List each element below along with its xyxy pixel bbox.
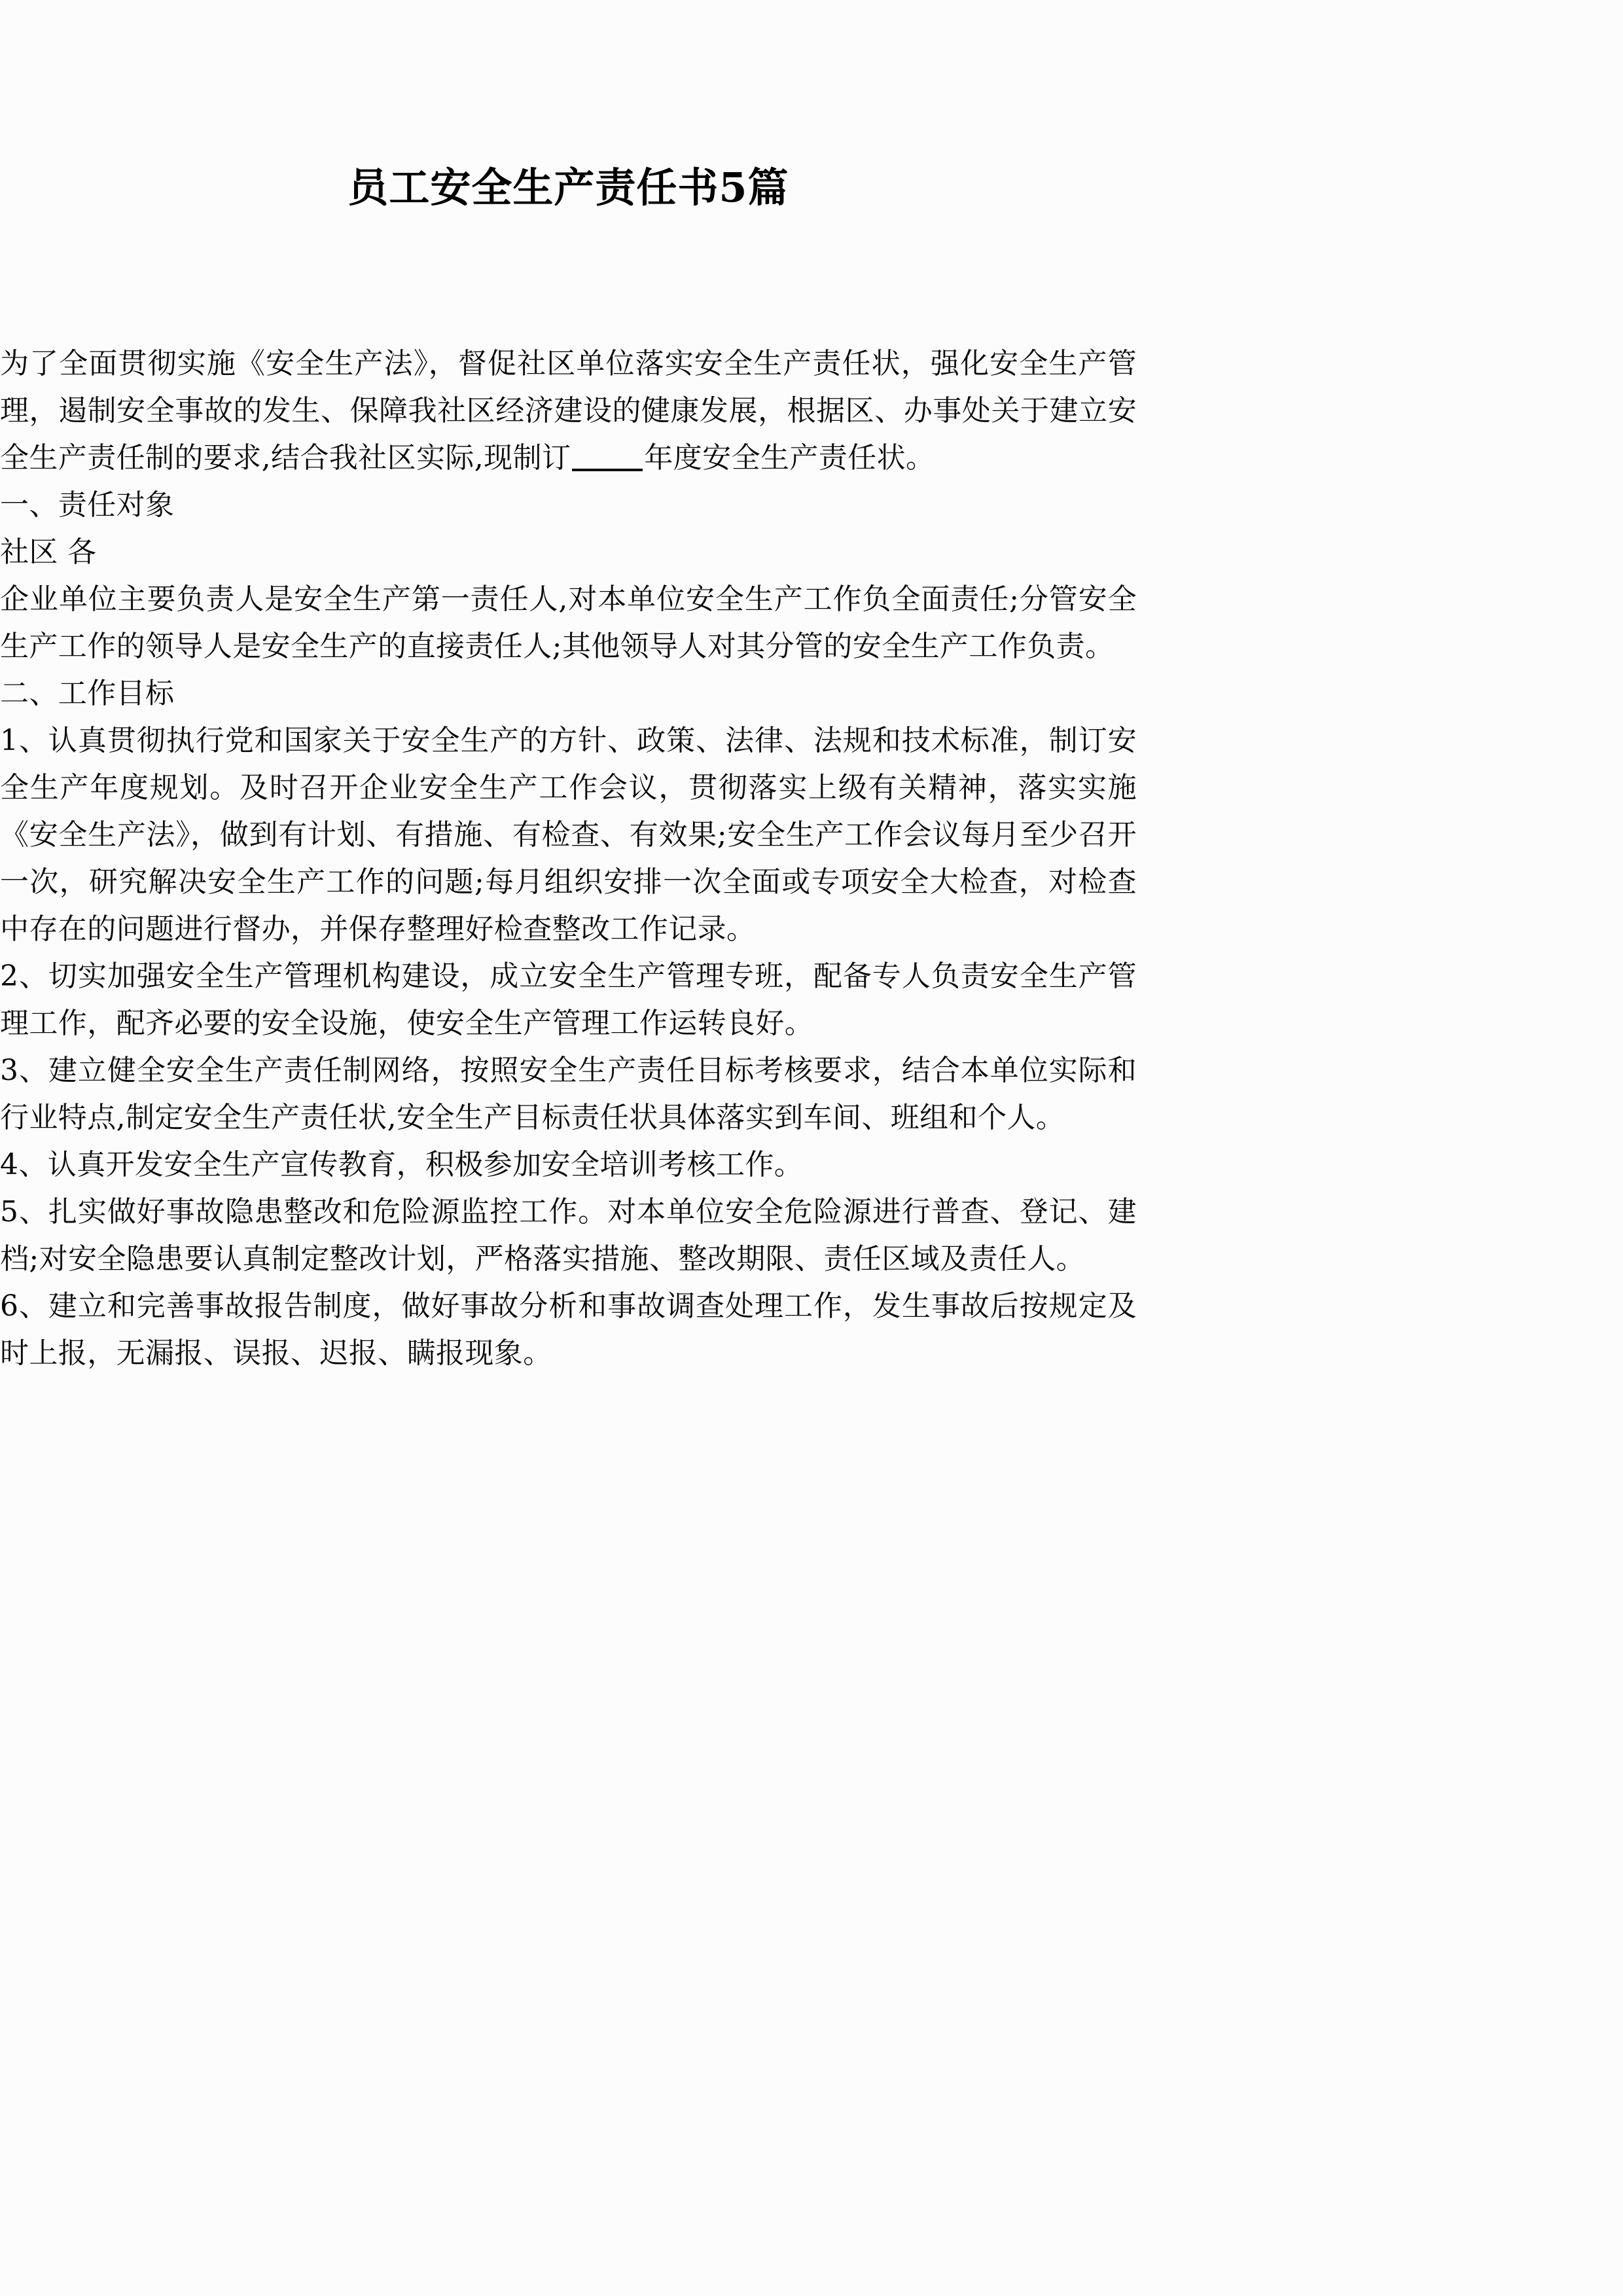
- section-heading-work-goals: 二、工作目标: [0, 677, 175, 710]
- page-title: 员工安全生产责任书5篇: [348, 164, 789, 211]
- list-item-goal-4: 4、认真开发安全生产宣传教育，积极参加安全培训考核工作。: [0, 1148, 804, 1181]
- list-item-goal-2: 2、切实加强安全生产管理机构建设，成立安全生产管理专班，配备专人负责安全生产管理工作，配齐必要的安全设施，使安全生产管理工作运转良好。: [0, 960, 1137, 1040]
- intro-text-after-blank: 年度安全生产责任状。: [644, 441, 935, 475]
- section-heading-responsibility-target: 一、责任对象: [0, 488, 175, 522]
- intro-text-before-blank: 为了全面贯彻实施《安全生产法》，督促社区单位落实安全生产责任状，强化安全生产管理，遏制安全事故的发生、保障我社区经济建设的健康发展，根据区、办事处关于建立安全生产责任制的要求,结合我社区实际,现制订: [0, 347, 1137, 475]
- year-blank-field[interactable]: [572, 469, 643, 471]
- paragraph-intro: [0, 340, 1137, 482]
- document-content: [0, 340, 1137, 1377]
- paragraph-responsible-party: 社区 各: [0, 535, 97, 569]
- list-item-goal-1: 1、认真贯彻执行党和国家关于安全生产的方针、政策、法律、法规和技术标准，制订安全生产年度规划。及时召开企业安全生产工作会议，贯彻落实上级有关精神，落实实施《安全生产法》，做到有计划、有措施、有检查、有效果;安全生产工作会议每月至少召开一次，研究解决安全生产工作的问题;每月组织安排一次全面或专项安全大检查，对检查中存在的问题进行督办，并保存整理好检查整改工作记录。: [0, 724, 1137, 946]
- list-item-goal-6: 6、建立和完善事故报告制度，做好事故分析和事故调查处理工作，发生事故后按规定及时上报，无漏报、误报、迟报、瞒报现象。: [0, 1289, 1137, 1370]
- paragraph-responsibility-body: 企业单位主要负责人是安全生产第一责任人,对本单位安全生产工作负全面责任;分管安全生产工作的领导人是安全生产的直接责任人;其他领导人对其分管的安全生产工作负责。: [0, 583, 1137, 663]
- list-item-goal-5: 5、扎实做好事故隐患整改和危险源监控工作。对本单位安全危险源进行普查、登记、建档;对安全隐患要认真制定整改计划，严格落实措施、整改期限、责任区域及责任人。: [0, 1195, 1137, 1276]
- list-item-goal-3: 3、建立健全安全生产责任制网络，按照安全生产责任目标考核要求，结合本单位实际和行业特点,制定安全生产责任状,安全生产目标责任状具体落实到车间、班组和个人。: [0, 1054, 1137, 1134]
